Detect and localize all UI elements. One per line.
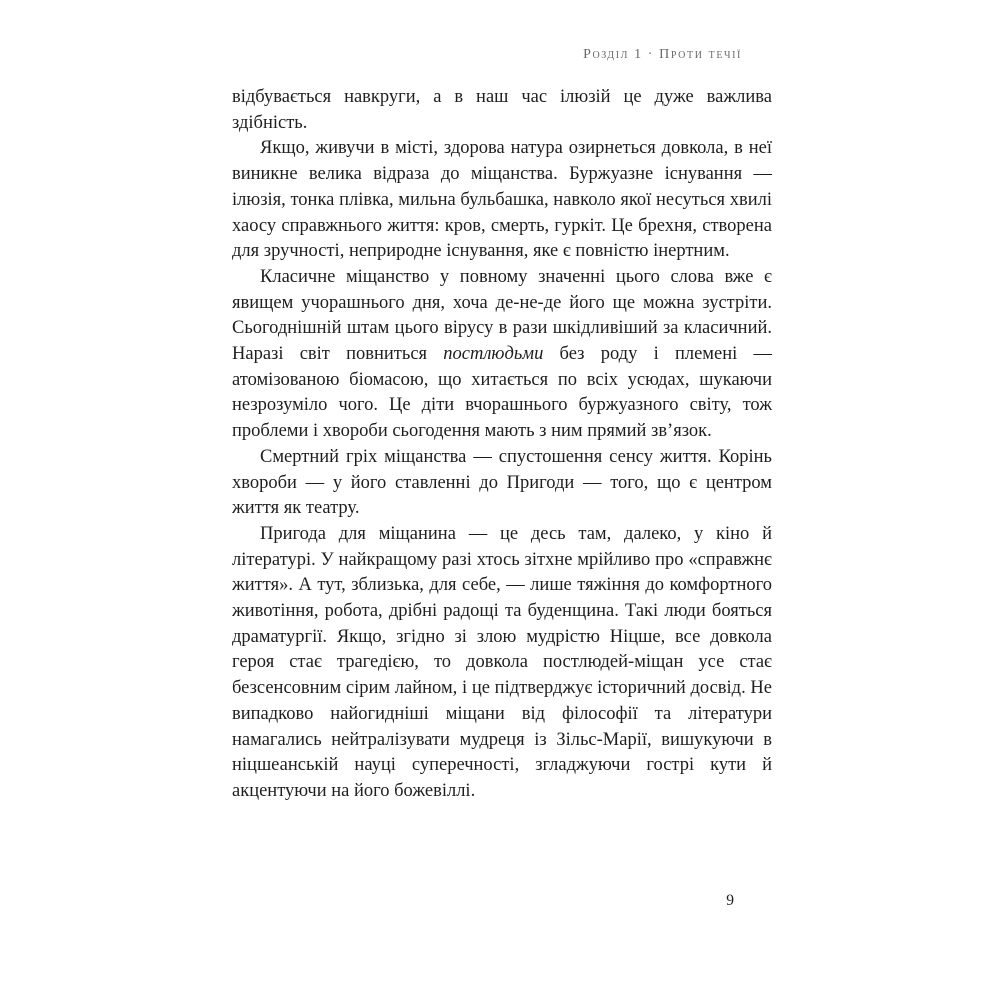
paragraph: Пригода для міщанина — це десь там, далеко, у кіно й літературі. У найкращому разі хтось зітхне мрійливо про «справжнє життя». А тут, зблизька, для себе, — лише тяжіння до комфортного животіння, робота, дрібні радощі та буденщина. Такі люди бояться драматургії. Якщо, згідно зі злою мудрістю Ніцше, все довкола героя стає трагедією, то довкола постлюдей-міщан усе стає безсенсовним сірим лайном, і це підтверджує історичний досвід. Не випадково найогидніші міщани від філософії та літератури намагались нейтралізувати мудреця із Зільс-Марії, вишукуючи в ніцшеанській науці суперечності, згладжуючи гострі кути й акцентуючи на його божевіллі. [232, 523, 772, 801]
emphasized-word: постлюдьми [443, 344, 544, 365]
paragraph [232, 265, 772, 445]
paragraph-text: без роду і племені — атомізованою біомасою, що хитається по всіх усюдах, шукаючи незрозуміло чого. Це діти вчорашнього буржуазного світу, тож проблеми і хвороби сьогодення мають з ним прямий зв’язок. [232, 344, 772, 442]
running-header: Розділ 1 · Проти течії [583, 47, 742, 62]
paragraph-continuation: відбувається навкруги, а в наш час ілюзій це дуже важлива здібність. [232, 87, 772, 133]
text-block [232, 85, 772, 805]
paragraph-text: Класичне міщанство у повному значенні цього слова вже є явищем учорашнього дня, хоча де-не-де його ще можна зустріти. Сьогоднішній штам цього вірусу в рази шкідливіший за класичний. Наразі світ повниться [232, 266, 772, 365]
paragraph: Смертний гріх міщанства — спустошення сенсу життя. Корінь хвороби — у його ставленні до Пригоди — того, що є центром життя як театру. [232, 446, 772, 519]
page-number: 9 [726, 892, 734, 909]
paragraph: Якщо, живучи в місті, здорова натура озирнеться довкола, в неї виникне велика відраза до міщанства. Буржуазне існування — ілюзія, тонка плівка, мильна бульбашка, навколо якої несуться хвилі хаосу справжнього життя: кров, смерть, гуркіт. Це брехня, створена для зручності, неприродне існування, яке є повністю інертним. [232, 138, 772, 262]
